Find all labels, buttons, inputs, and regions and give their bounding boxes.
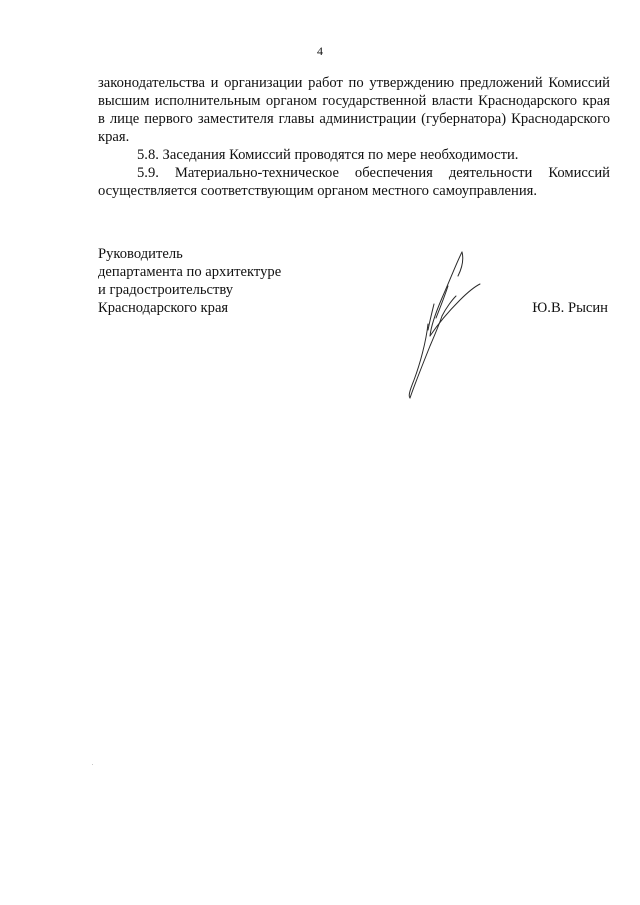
signatory-position-line: департамента по архитектуре	[98, 264, 282, 280]
paragraph-5-8: 5.8. Заседания Комиссий проводятся по мере необходимости.	[137, 147, 519, 163]
paragraph-5-9: 5.9. Материально-техническое обеспечения деятельности Комиссий осуществляется соответствующим органом местного самоуправления.	[98, 165, 610, 199]
signatory-position-line: Краснодарского края	[98, 300, 229, 316]
handwritten-signature	[400, 246, 490, 406]
document-body	[98, 74, 610, 200]
signatory-position	[98, 245, 281, 317]
signatory-name: Ю.В. Рысин	[532, 300, 608, 316]
scan-artifact	[92, 764, 93, 765]
signatory-position-line: и градостроительству	[98, 282, 234, 298]
signatory-position-line: Руководитель	[98, 246, 183, 262]
paragraph-continuation: законодательства и организации работ по утверждению предложений Комиссий высшим исполнительным органом государственной власти Краснодарского края в лице первого заместителя главы администрации (губернатора) Краснодарского края.	[98, 75, 610, 145]
page-number: 4	[317, 44, 323, 58]
